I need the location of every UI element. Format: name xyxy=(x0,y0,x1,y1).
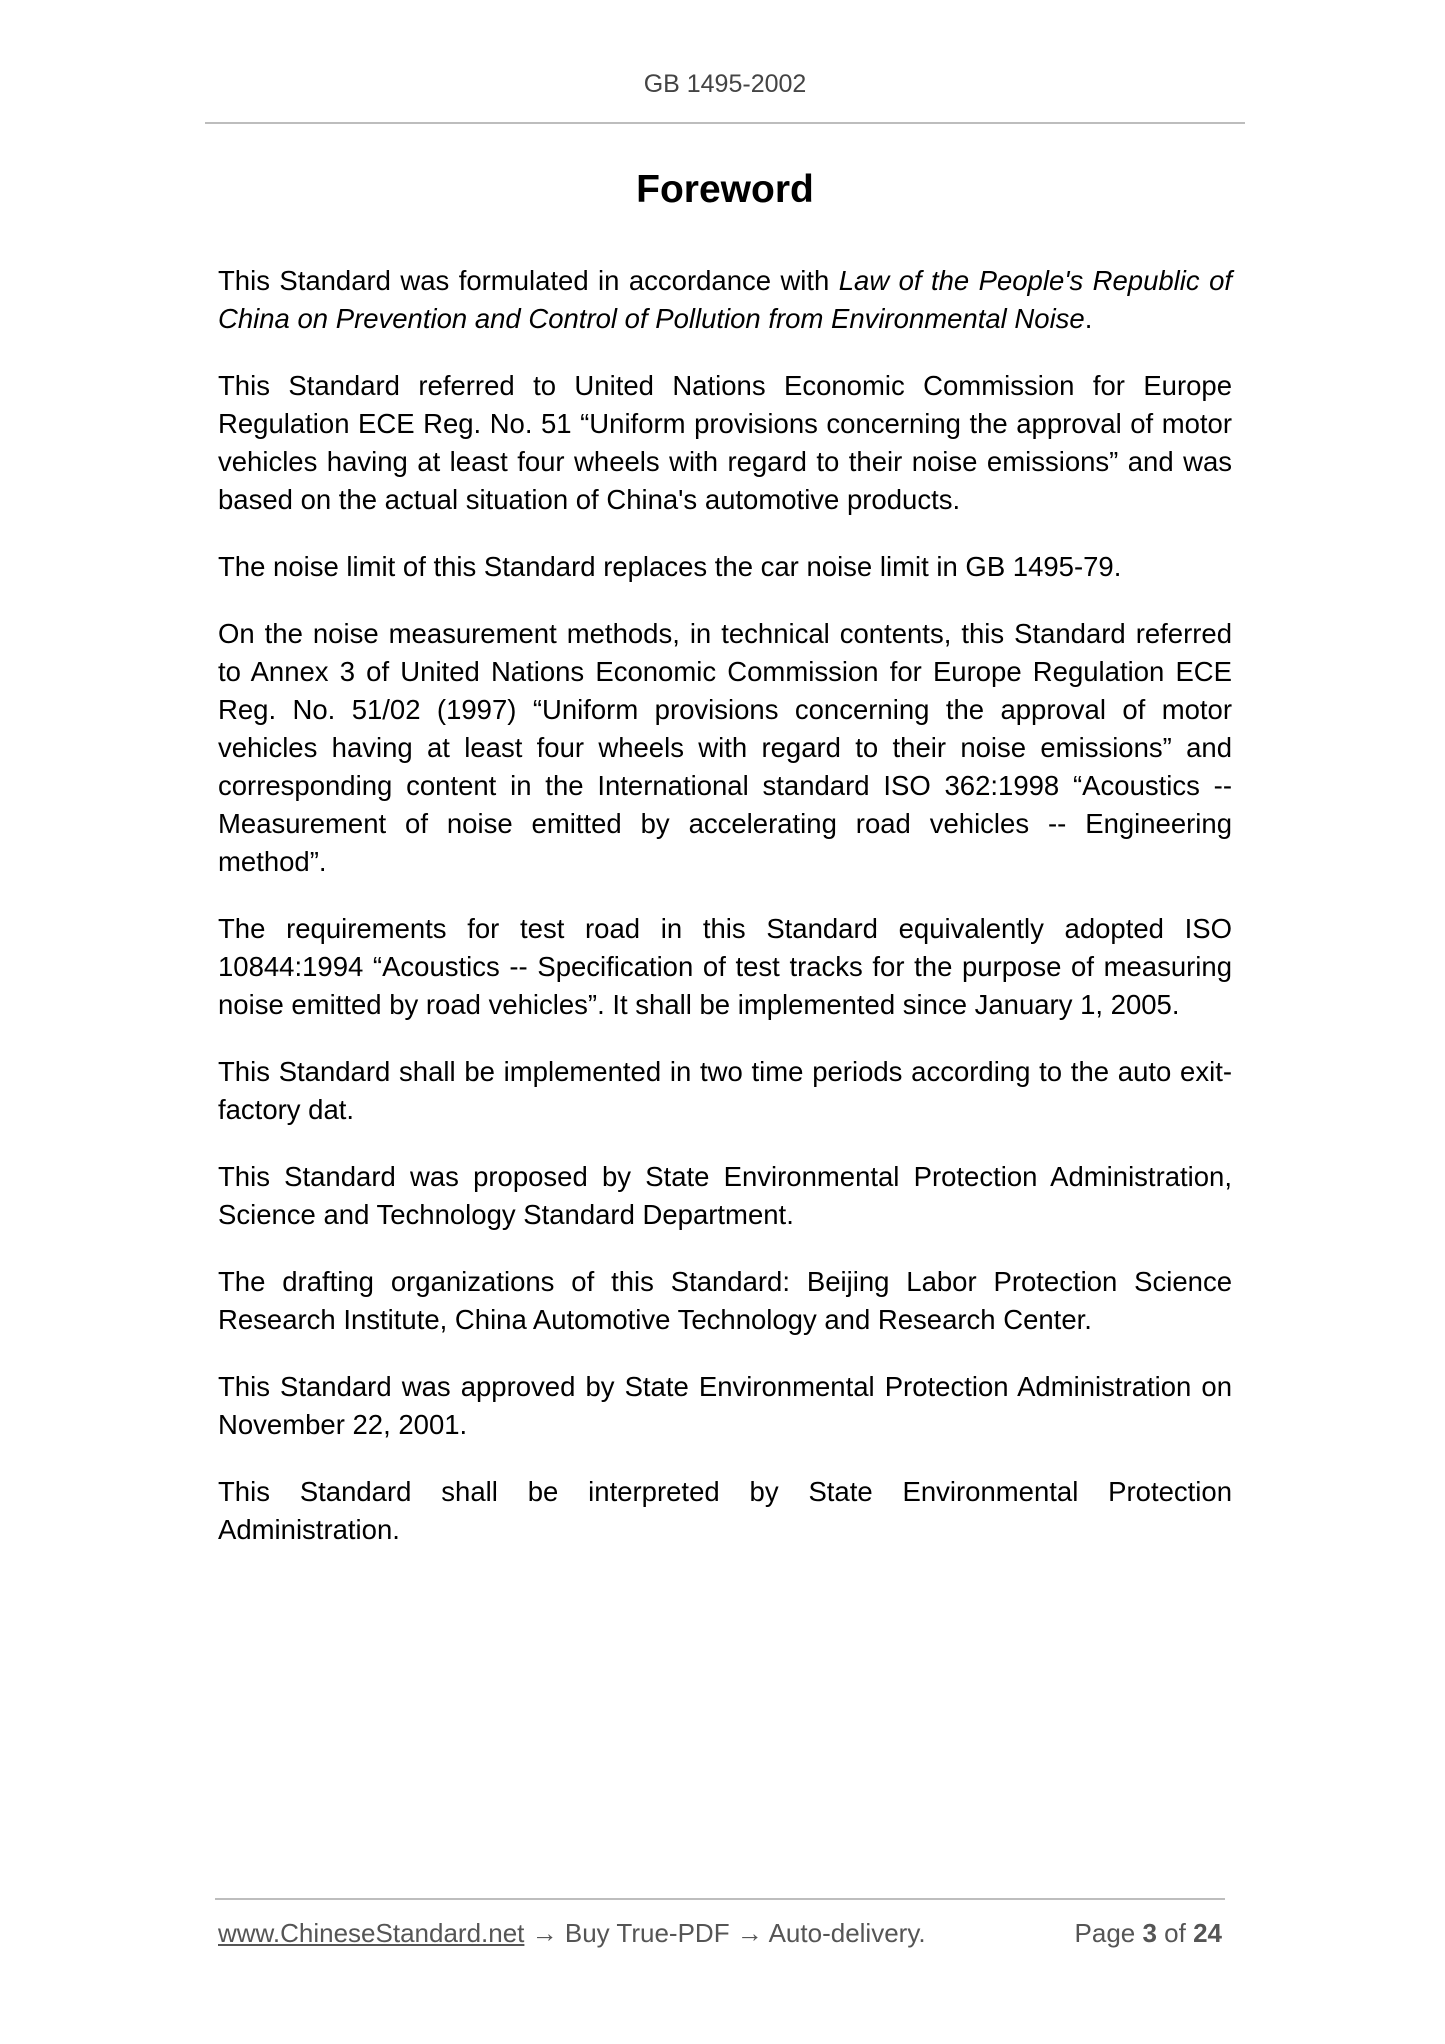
paragraph-10: This Standard shall be interpreted by State Environmental Protection Administration. xyxy=(218,1476,1232,1545)
law-title: Law of the People's Republic of China on Prevention and Control of Pollution from Environmental Noise xyxy=(218,265,1233,334)
running-header: GB 1495-2002 xyxy=(643,70,807,98)
arrow-icon: → xyxy=(736,1918,763,1948)
paragraph-1-text: This Standard was formulated in accordance with xyxy=(218,265,839,296)
paragraph-6: This Standard shall be implemented in two time periods according to the auto exit-factory dat. xyxy=(218,1056,1232,1125)
paragraph-2: This Standard referred to United Nations Economic Commission for Europe Regulation ECE Reg. No. 51 “Uniform provisions concerning the approval of motor vehicles having at least four wheels with regard to their noise emissions” and was based on the actual situation of China's automotive products. xyxy=(218,370,1232,515)
footer-promo xyxy=(218,1918,926,1949)
page-number xyxy=(1075,1918,1222,1949)
footer-divider xyxy=(215,1898,1225,1900)
buy-text: Buy True-PDF xyxy=(557,1918,737,1948)
paragraph-8: The drafting organizations of this Standard: Beijing Labor Protection Science Research Institute, China Automotive Technology and Research Center. xyxy=(218,1266,1232,1335)
page-of: of xyxy=(1156,1918,1194,1948)
paragraph-1-end: . xyxy=(1084,303,1093,334)
page-total: 24 xyxy=(1193,1918,1222,1948)
document-body xyxy=(218,262,1232,1578)
paragraph-9: This Standard was approved by State Environmental Protection Administration on November 22, 2001. xyxy=(218,1371,1232,1440)
arrow-icon: → xyxy=(531,1918,558,1948)
paragraph-1 xyxy=(218,262,1232,338)
header-divider xyxy=(205,122,1245,124)
website-link[interactable]: www.ChineseStandard.net xyxy=(218,1918,525,1948)
paragraph-3: The noise limit of this Standard replaces the car noise limit in GB 1495-79. xyxy=(218,551,1122,582)
page-label: Page xyxy=(1074,1918,1143,1948)
paragraph-7: This Standard was proposed by State Environmental Protection Administration, Science and Technology Standard Department. xyxy=(218,1161,1232,1230)
page-title: Foreword xyxy=(636,168,814,211)
page-current: 3 xyxy=(1142,1918,1157,1948)
paragraph-4: On the noise measurement methods, in technical contents, this Standard referred to Annex 3 of United Nations Economic Commission for Europe Regulation ECE Reg. No. 51/02 (1997) “Uniform provisions concerning the approval of motor vehicles having at least four wheels with regard to their noise emissions” and corresponding content in the International standard ISO 362:1998 “Acoustics -- Measurement of noise emitted by accelerating road vehicles -- Engineering method”. xyxy=(218,618,1232,877)
paragraph-5: The requirements for test road in this Standard equivalently adopted ISO 10844:1994 “Acoustics -- Specification of test tracks for the purpose of measuring noise emitted by road vehicles”. It shall be implemented since January 1, 2005. xyxy=(218,913,1232,1020)
delivery-text: Auto-delivery. xyxy=(762,1918,926,1948)
